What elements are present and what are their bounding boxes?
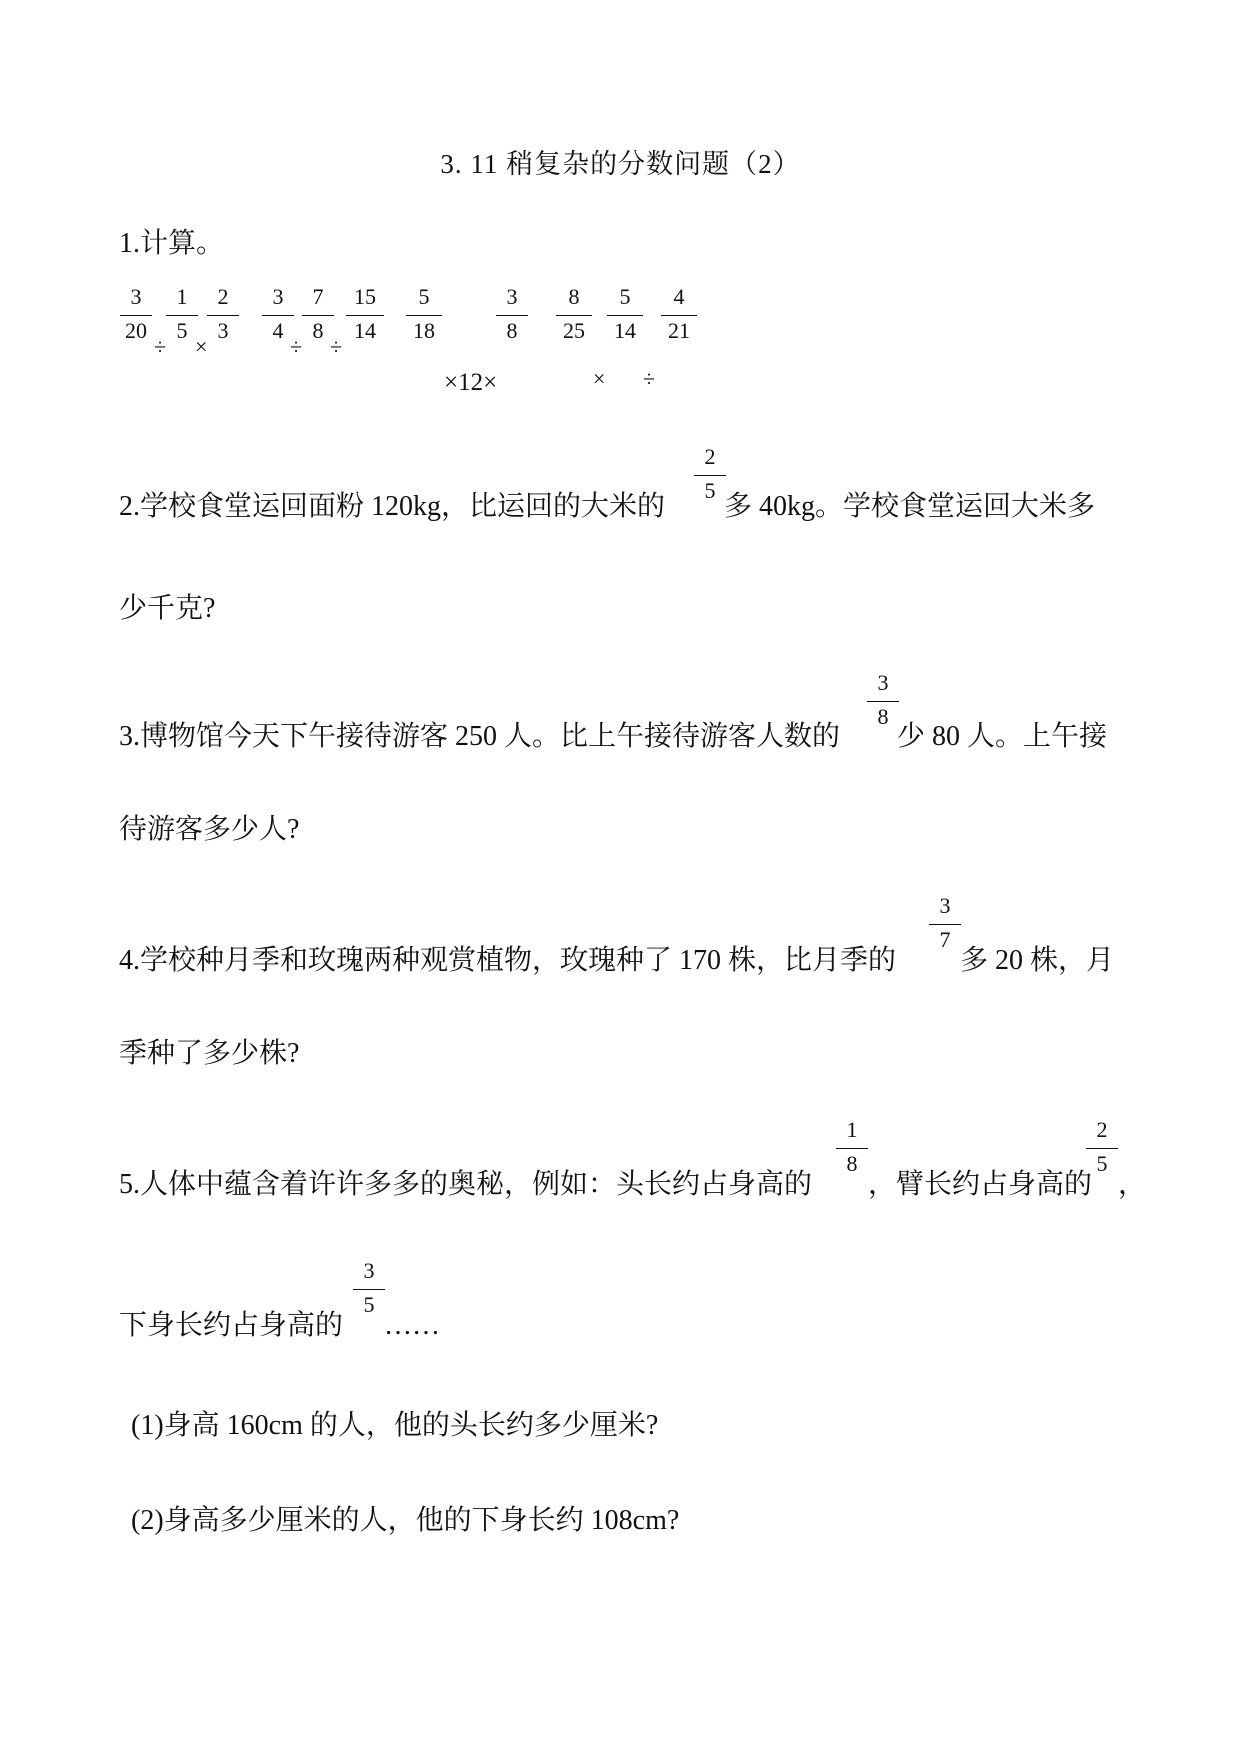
numerator: 2	[704, 444, 716, 469]
question-4-line-2: 季种了多少株?	[119, 1038, 300, 1069]
fraction-bar	[1086, 1148, 1118, 1149]
numerator: 5	[619, 284, 631, 309]
fraction-bar	[661, 315, 697, 316]
q1-expr1-operator-2: ×	[195, 334, 208, 359]
fraction-bar	[262, 315, 294, 316]
question-5-line-2-part-a: 下身长约占身高的	[119, 1310, 344, 1341]
question-2-line-1-part-a: 2.学校食堂运回面粉 120kg，比运回的大米的	[119, 491, 666, 522]
denominator: 5	[176, 318, 188, 343]
fraction-bar	[353, 1289, 385, 1290]
q1-expr3-middle: ×12×	[444, 369, 498, 396]
q1-expr4-fraction-3	[657, 284, 701, 348]
numerator: 8	[568, 284, 580, 309]
question-3-line-2: 待游客多少人?	[119, 814, 300, 845]
numerator: 1	[176, 284, 188, 309]
numerator: 2	[1096, 1117, 1108, 1142]
numerator: 7	[312, 284, 324, 309]
q1-expr4-fraction-1	[552, 284, 596, 348]
question-5-line-2-part-b: ……	[384, 1310, 440, 1341]
question-5-subquestion-2: (2)身高多少厘米的人，他的下身长约 108cm?	[131, 1505, 680, 1536]
q1-expr4-fraction-2	[603, 284, 647, 348]
denominator: 14	[354, 318, 376, 343]
numerator: 3	[130, 284, 142, 309]
fraction-bar	[607, 315, 643, 316]
question-3-line-1-part-b: 少 80 人。上午接	[897, 721, 1108, 752]
question-5-fraction-1	[832, 1117, 872, 1181]
numerator: 1	[846, 1117, 858, 1142]
numerator: 3	[506, 284, 518, 309]
page-title: 3. 11 稍复杂的分数问题（2）	[440, 149, 801, 179]
fraction-bar	[406, 315, 442, 316]
denominator: 5	[1096, 1151, 1108, 1176]
question-1-heading: 1.计算。	[119, 228, 225, 259]
denominator: 5	[363, 1292, 375, 1317]
fraction-bar	[496, 315, 528, 316]
fraction-bar	[346, 315, 384, 316]
fraction-bar	[120, 315, 152, 316]
question-5-line-1-part-c: ，	[1118, 1169, 1147, 1200]
numerator: 5	[418, 284, 430, 309]
q1-expr2-operator-2: ÷	[330, 334, 343, 359]
fraction-bar	[836, 1148, 868, 1149]
q1-expr4-operator-1: ×	[593, 366, 606, 391]
denominator: 8	[846, 1151, 858, 1176]
fraction-bar	[929, 924, 961, 925]
denominator: 18	[413, 318, 435, 343]
denominator: 8	[877, 704, 889, 729]
numerator: 3	[877, 670, 889, 695]
denominator: 5	[704, 478, 716, 503]
question-3-line-1-part-a: 3.博物馆今天下午接待游客 250 人。比上午接待游客人数的	[119, 721, 841, 752]
question-5-line-1-part-a: 5.人体中蕴含着许许多多的奥秘，例如：头长约占身高的	[119, 1169, 813, 1200]
denominator: 3	[217, 318, 229, 343]
denominator: 21	[668, 318, 690, 343]
question-5-line-1-part-b: ，臂长约占身高的	[868, 1169, 1093, 1200]
denominator: 25	[563, 318, 585, 343]
fraction-bar	[166, 315, 198, 316]
denominator: 4	[272, 318, 284, 343]
question-5-fraction-2	[1082, 1117, 1122, 1181]
question-4-line-1-part-b: 多 20 株，月	[960, 945, 1115, 976]
question-5-fraction-3	[349, 1258, 389, 1322]
question-2-line-2: 少千克?	[119, 593, 216, 624]
q1-expr3-fraction-1	[402, 284, 446, 348]
numerator: 15	[354, 284, 376, 309]
q1-expr1-fraction-3	[203, 284, 243, 348]
fraction-bar	[867, 701, 899, 702]
numerator: 4	[673, 284, 685, 309]
denominator: 14	[614, 318, 636, 343]
numerator: 3	[272, 284, 284, 309]
q1-expr2-operator-1: ÷	[290, 334, 303, 359]
q1-expr1-operator-1: ÷	[154, 334, 167, 359]
question-5-subquestion-1: (1)身高 160cm 的人，他的头长约多少厘米?	[131, 1410, 659, 1441]
q1-expr2-fraction-3	[342, 284, 388, 348]
fraction-bar	[207, 315, 239, 316]
numerator: 3	[939, 893, 951, 918]
question-2-line-1-part-b: 多 40kg。学校食堂运回大米多	[724, 491, 1096, 522]
fraction-bar	[556, 315, 592, 316]
q1-expr1-fraction-1	[116, 284, 156, 348]
q1-expr4-operator-2: ÷	[643, 366, 656, 391]
q1-expr3-fraction-2	[492, 284, 532, 348]
numerator: 3	[363, 1258, 375, 1283]
denominator: 20	[125, 318, 147, 343]
denominator: 8	[506, 318, 518, 343]
fraction-bar	[694, 475, 726, 476]
question-4-line-1-part-a: 4.学校种月季和玫瑰两种观赏植物，玫瑰种了 170 株，比月季的	[119, 945, 897, 976]
numerator: 2	[217, 284, 229, 309]
fraction-bar	[302, 315, 334, 316]
question-4-fraction	[925, 893, 965, 957]
denominator: 8	[312, 318, 324, 343]
denominator: 7	[939, 927, 951, 952]
